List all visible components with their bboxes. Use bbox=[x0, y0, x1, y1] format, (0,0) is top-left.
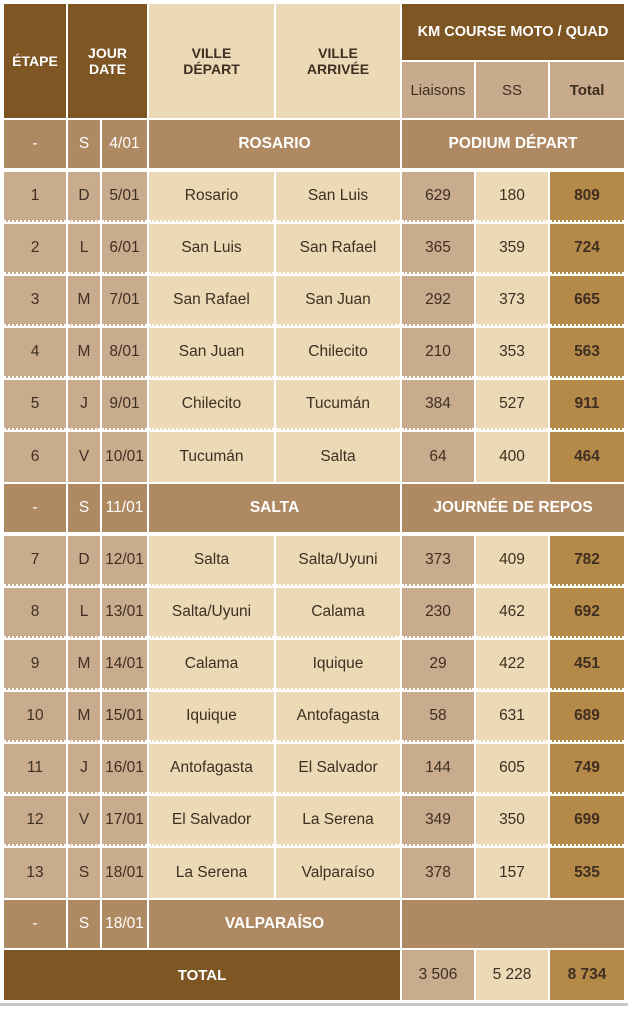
stage-liaisons: 29 bbox=[402, 640, 474, 690]
stage-jour: D bbox=[68, 172, 100, 222]
stage-total: 535 bbox=[550, 848, 624, 898]
bottom-divider bbox=[0, 1003, 628, 1006]
stage-date: 6/01 bbox=[102, 224, 147, 274]
stage-ville-arrivee: San Luis bbox=[276, 172, 400, 222]
stage-ville-arrivee: Antofagasta bbox=[276, 692, 400, 742]
stage-ville-depart: San Juan bbox=[149, 328, 274, 378]
stage-ss: 527 bbox=[476, 380, 548, 430]
stage-ville-depart: Calama bbox=[149, 640, 274, 690]
separator-etape: - bbox=[4, 120, 66, 168]
stage-liaisons: 144 bbox=[402, 744, 474, 794]
stage-row bbox=[4, 328, 624, 378]
stage-total: 911 bbox=[550, 380, 624, 430]
stage-jour: J bbox=[68, 380, 100, 430]
stage-row bbox=[4, 692, 624, 742]
total-label: TOTAL bbox=[4, 950, 400, 1000]
header-liaisons: Liaisons bbox=[402, 62, 474, 118]
stage-jour: M bbox=[68, 640, 100, 690]
stage-liaisons: 58 bbox=[402, 692, 474, 742]
stage-ville-arrivee: Salta bbox=[276, 432, 400, 482]
stage-ville-arrivee: Salta/Uyuni bbox=[276, 536, 400, 586]
stage-ville-depart: Antofagasta bbox=[149, 744, 274, 794]
stage-ss: 605 bbox=[476, 744, 548, 794]
total-ss: 5 228 bbox=[476, 950, 548, 1000]
separator-etape: - bbox=[4, 484, 66, 532]
stage-ss: 180 bbox=[476, 172, 548, 222]
separator-etape: - bbox=[4, 900, 66, 948]
stage-jour: V bbox=[68, 432, 100, 482]
stage-row bbox=[4, 848, 624, 898]
header-total: Total bbox=[550, 62, 624, 118]
stage-liaisons: 292 bbox=[402, 276, 474, 326]
stage-total: 699 bbox=[550, 796, 624, 846]
stage-row bbox=[4, 432, 624, 482]
stage-row bbox=[4, 640, 624, 690]
separator-jour: S bbox=[68, 120, 100, 168]
stage-total: 464 bbox=[550, 432, 624, 482]
header-jour: JOUR bbox=[88, 45, 127, 61]
header-ville-depart bbox=[149, 4, 274, 118]
header-ville-depart-line1: VILLE bbox=[191, 45, 232, 61]
stage-ville-depart: Rosario bbox=[149, 172, 274, 222]
stage-ville-depart: Salta/Uyuni bbox=[149, 588, 274, 638]
header-ville-arrivee bbox=[276, 4, 400, 118]
stage-date: 9/01 bbox=[102, 380, 147, 430]
stage-date: 15/01 bbox=[102, 692, 147, 742]
stage-etape: 2 bbox=[4, 224, 66, 274]
header-ville-arrivee-line1: VILLE bbox=[318, 45, 358, 61]
stage-jour: M bbox=[68, 692, 100, 742]
separator-note: JOURNÉE DE REPOS bbox=[402, 484, 624, 532]
stage-row bbox=[4, 744, 624, 794]
stage-etape: 10 bbox=[4, 692, 66, 742]
separator-note: PODIUM DÉPART bbox=[402, 120, 624, 168]
stage-total: 749 bbox=[550, 744, 624, 794]
stage-etape: 4 bbox=[4, 328, 66, 378]
stage-ss: 373 bbox=[476, 276, 548, 326]
stage-row bbox=[4, 224, 624, 274]
header-ss: SS bbox=[476, 62, 548, 118]
stage-row bbox=[4, 536, 624, 586]
stage-ville-depart: El Salvador bbox=[149, 796, 274, 846]
separator-ville: VALPARAÍSO bbox=[149, 900, 400, 948]
stage-jour: L bbox=[68, 224, 100, 274]
stage-etape: 6 bbox=[4, 432, 66, 482]
stage-jour: M bbox=[68, 276, 100, 326]
separator-date: 11/01 bbox=[102, 484, 147, 532]
stage-ss: 422 bbox=[476, 640, 548, 690]
stage-liaisons: 64 bbox=[402, 432, 474, 482]
total-total: 8 734 bbox=[550, 950, 624, 1000]
stage-ville-depart: Tucumán bbox=[149, 432, 274, 482]
stage-liaisons: 629 bbox=[402, 172, 474, 222]
stage-etape: 7 bbox=[4, 536, 66, 586]
stage-total: 809 bbox=[550, 172, 624, 222]
separator-row bbox=[4, 120, 624, 168]
total-row bbox=[4, 950, 624, 1000]
stage-total: 782 bbox=[550, 536, 624, 586]
stage-ss: 462 bbox=[476, 588, 548, 638]
stage-date: 16/01 bbox=[102, 744, 147, 794]
stage-date: 10/01 bbox=[102, 432, 147, 482]
header-ville-depart-line2: DÉPART bbox=[183, 61, 240, 77]
stage-liaisons: 365 bbox=[402, 224, 474, 274]
stage-ville-depart: Salta bbox=[149, 536, 274, 586]
stage-jour: M bbox=[68, 328, 100, 378]
stage-ville-depart: San Rafael bbox=[149, 276, 274, 326]
stage-ville-depart: Chilecito bbox=[149, 380, 274, 430]
separator-date: 4/01 bbox=[102, 120, 147, 168]
stage-date: 14/01 bbox=[102, 640, 147, 690]
separator-ville: ROSARIO bbox=[149, 120, 400, 168]
separator-jour: S bbox=[68, 484, 100, 532]
header-jour-date bbox=[68, 4, 147, 118]
separator-ville: SALTA bbox=[149, 484, 400, 532]
stage-row bbox=[4, 276, 624, 326]
separator-jour: S bbox=[68, 900, 100, 948]
stage-ville-depart: La Serena bbox=[149, 848, 274, 898]
separator-note bbox=[402, 900, 624, 948]
stage-ss: 353 bbox=[476, 328, 548, 378]
stage-ville-arrivee: San Juan bbox=[276, 276, 400, 326]
stage-ss: 409 bbox=[476, 536, 548, 586]
stage-ss: 157 bbox=[476, 848, 548, 898]
stage-ss: 631 bbox=[476, 692, 548, 742]
stage-etape: 8 bbox=[4, 588, 66, 638]
stage-total: 451 bbox=[550, 640, 624, 690]
stage-jour: S bbox=[68, 848, 100, 898]
stage-etape: 3 bbox=[4, 276, 66, 326]
header-ville-arrivee-line2: ARRIVÉE bbox=[306, 61, 370, 77]
stage-etape: 11 bbox=[4, 744, 66, 794]
stage-ville-depart: Iquique bbox=[149, 692, 274, 742]
stage-jour: D bbox=[68, 536, 100, 586]
stage-total: 724 bbox=[550, 224, 624, 274]
stage-etape: 9 bbox=[4, 640, 66, 690]
stage-date: 7/01 bbox=[102, 276, 147, 326]
header-date: DATE bbox=[88, 61, 127, 77]
stage-total: 692 bbox=[550, 588, 624, 638]
stage-total: 563 bbox=[550, 328, 624, 378]
stage-total: 665 bbox=[550, 276, 624, 326]
stage-date: 8/01 bbox=[102, 328, 147, 378]
total-liaisons: 3 506 bbox=[402, 950, 474, 1000]
stage-ss: 359 bbox=[476, 224, 548, 274]
stage-date: 13/01 bbox=[102, 588, 147, 638]
stage-liaisons: 378 bbox=[402, 848, 474, 898]
stage-jour: L bbox=[68, 588, 100, 638]
header-etape: ÉTAPE bbox=[4, 4, 66, 118]
stage-ville-arrivee: San Rafael bbox=[276, 224, 400, 274]
stage-etape: 13 bbox=[4, 848, 66, 898]
stage-etape: 5 bbox=[4, 380, 66, 430]
stage-ville-arrivee: Chilecito bbox=[276, 328, 400, 378]
stage-ville-arrivee: Calama bbox=[276, 588, 400, 638]
separator-row bbox=[4, 900, 624, 948]
stage-date: 17/01 bbox=[102, 796, 147, 846]
stage-liaisons: 349 bbox=[402, 796, 474, 846]
stage-ville-arrivee: La Serena bbox=[276, 796, 400, 846]
separator-row bbox=[4, 484, 624, 532]
header-km-course: KM COURSE MOTO / QUAD bbox=[402, 4, 624, 60]
stage-row bbox=[4, 796, 624, 846]
stage-ville-arrivee: Valparaíso bbox=[276, 848, 400, 898]
stage-ville-arrivee: El Salvador bbox=[276, 744, 400, 794]
stage-ss: 400 bbox=[476, 432, 548, 482]
stage-liaisons: 384 bbox=[402, 380, 474, 430]
stage-etape: 12 bbox=[4, 796, 66, 846]
separator-date: 18/01 bbox=[102, 900, 147, 948]
stage-date: 12/01 bbox=[102, 536, 147, 586]
stage-ville-arrivee: Iquique bbox=[276, 640, 400, 690]
stage-jour: J bbox=[68, 744, 100, 794]
stage-date: 5/01 bbox=[102, 172, 147, 222]
stage-ss: 350 bbox=[476, 796, 548, 846]
stage-ville-depart: San Luis bbox=[149, 224, 274, 274]
stage-row bbox=[4, 380, 624, 430]
stage-row bbox=[4, 588, 624, 638]
stage-jour: V bbox=[68, 796, 100, 846]
stage-table bbox=[2, 2, 626, 1002]
stage-liaisons: 230 bbox=[402, 588, 474, 638]
stage-row bbox=[4, 172, 624, 222]
stage-date: 18/01 bbox=[102, 848, 147, 898]
stage-ville-arrivee: Tucumán bbox=[276, 380, 400, 430]
stage-liaisons: 373 bbox=[402, 536, 474, 586]
stage-liaisons: 210 bbox=[402, 328, 474, 378]
stage-total: 689 bbox=[550, 692, 624, 742]
stage-etape: 1 bbox=[4, 172, 66, 222]
